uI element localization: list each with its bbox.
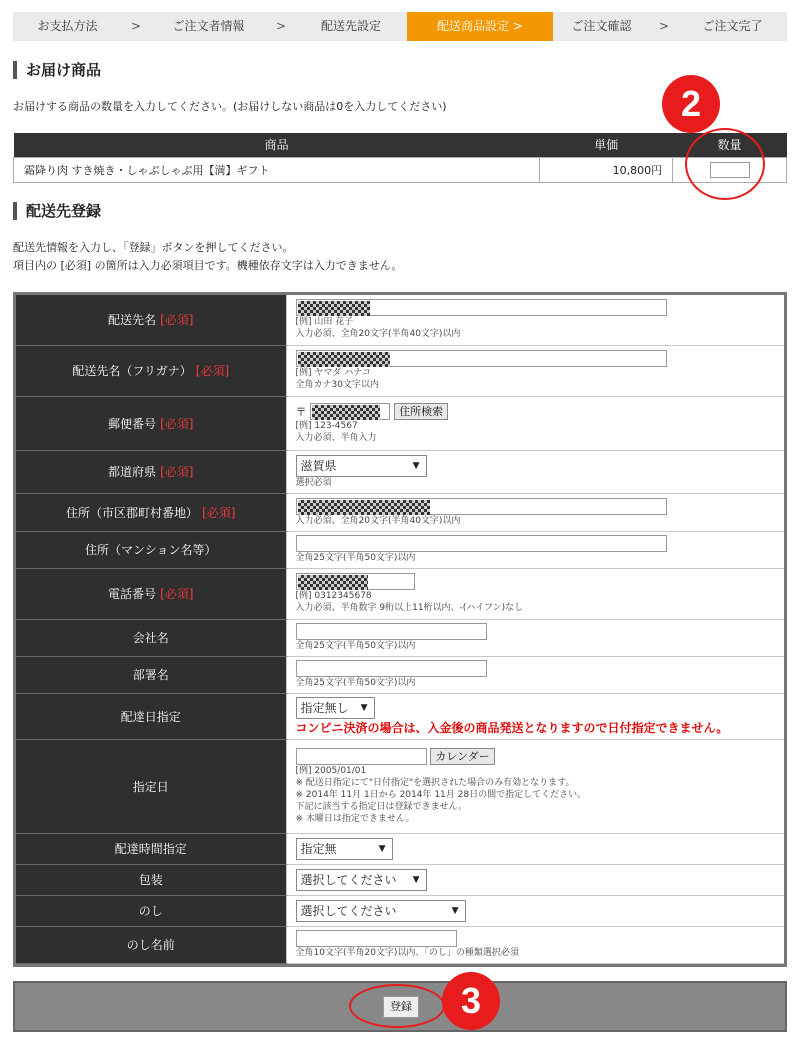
step-separator: > [130,19,142,33]
section-title-destination: 配送先登録 [13,202,101,220]
items-table [13,133,787,183]
checkout-steps [13,12,787,41]
register-button[interactable]: 登録 [383,996,419,1018]
label-delivery-time: 配達時間指定 [16,833,286,864]
step-orderer: ご注文者情報 [172,19,245,33]
zip-example: [例] 123-4567 [295,420,358,431]
name-example: [例] 山田 花子 [295,317,354,328]
header-price: 単価 [540,133,673,157]
noshi-select[interactable]: 選択してください ▼ [296,900,466,922]
annotation-badge: 2 [662,75,720,133]
label-address: 住所（市区郡町村番地） [必須] [16,493,286,531]
date-note: ※ 2014年 11月 1日から 2014年 11月 28日の間で指定してください。 [295,789,587,800]
chevron-down-icon: ▼ [378,843,386,854]
label-specified-date: 指定日 [16,739,286,833]
step-complete: ご注文完了 [702,19,763,33]
section-title-items: お届け商品 [13,61,101,79]
address-hint: 入力必須、全角20文字(半角40文字)以内 [295,515,461,526]
step-delivery-items: 配送商品設定 > [407,12,553,41]
date-note: 下記に該当する指定日は登録できません。 [295,801,468,812]
building-hint: 全角25文字(半角50文字)以内 [295,553,416,563]
kana-hint: 全角カナ30文字以内 [295,380,379,390]
date-input[interactable] [296,748,427,765]
delivery-time-select[interactable]: 指定無 ▼ [296,838,393,860]
annotation-circle-register [349,984,445,1028]
date-example: [例] 2005/01/01 [295,765,367,776]
header-product: 商品 [14,133,540,157]
zip-prefix: 〒 [295,405,307,418]
label-name: 配送先名 [必須] [16,295,286,345]
wrapping-select[interactable]: 選択してください ▼ [296,869,427,891]
header-quantity: 数量 [673,133,787,157]
label-wrapping: 包装 [16,864,286,895]
chevron-down-icon: ▼ [360,702,368,713]
building-input[interactable] [296,535,667,552]
label-zip: 郵便番号 [必須] [16,396,286,450]
destination-description-1: 配送先情報を入力し、「登録」ボタンを押してください。 [13,241,294,254]
step-separator: > [658,19,670,33]
prefecture-select[interactable]: 滋賀県 ▼ [296,455,427,477]
date-note: ※ 木曜日は指定できません。 [295,813,415,824]
label-noshi-name: のし名前 [16,926,286,963]
annotation-badge: 3 [442,972,500,1030]
annotation-circle-quantity [685,128,765,200]
label-noshi: のし [16,895,286,926]
convenience-store-warning: コンビニ決済の場合は、入金後の商品発送となりますので日付指定できません。 [295,720,729,735]
label-delivery-date: 配達日指定 [16,693,286,739]
address-input[interactable] [296,498,667,515]
label-department: 部署名 [16,656,286,693]
name-hint: 入力必須、全角20文字(半角40文字)以内 [295,329,461,340]
label-prefecture: 都道府県 [必須] [16,450,286,493]
noshi-name-hint: 全角10文字(半角20文字)以内、「のし」の種類選択必須 [295,948,519,958]
destination-form [13,292,787,967]
noshi-name-input[interactable] [296,930,457,947]
chevron-down-icon: ▼ [412,874,420,885]
tel-input[interactable] [296,573,415,590]
label-company: 会社名 [16,619,286,656]
department-hint: 全角25文字(半角50文字)以内 [295,678,416,688]
name-input[interactable] [296,299,667,316]
label-kana: 配送先名（フリガナ） [必須] [16,345,286,396]
delivery-date-select[interactable]: 指定無し ▼ [296,697,375,719]
step-separator: > [275,19,287,33]
kana-example: [例] ヤマダ ハナコ [295,368,371,378]
chevron-down-icon: ▼ [451,905,459,916]
prefecture-hint: 選択必須 [295,477,332,488]
product-price: 10,800円 [540,157,673,182]
step-confirm: ご注文確認 [571,19,632,33]
kana-input[interactable] [296,350,667,367]
destination-description-2: 項目内の [必須] の箇所は入力必須項目です。機種依存文字は入力できません。 [13,259,403,272]
items-description: お届けする商品の数量を入力してください。(お届けしない商品は0を入力してください) [13,100,447,113]
tel-example: [例] 0312345678 [295,591,372,601]
zip-hint: 入力必須、半角入力 [295,432,377,443]
company-input[interactable] [296,623,487,640]
step-destination: 配送先設定 [320,19,381,33]
tel-hint: 入力必須、半角数字 9桁以上11桁以内、-(ハイフン)なし [295,603,524,613]
calendar-button[interactable]: カレンダー [430,748,494,765]
product-name: 霜降り肉 すき焼き・しゃぶしゃぶ用【満】ギフト [14,157,540,182]
zip-input[interactable] [310,403,390,420]
chevron-down-icon: ▼ [412,460,420,471]
table-row [14,157,787,182]
step-payment: お支払方法 [37,19,98,33]
department-input[interactable] [296,660,487,677]
label-tel: 電話番号 [必須] [16,568,286,619]
label-building: 住所（マンション名等） [16,531,286,568]
address-search-button[interactable]: 住所検索 [394,403,448,420]
date-note: ※ 配送日指定にて"日付指定"を選択された場合のみ有効となります。 [295,777,575,788]
company-hint: 全角25文字(半角50文字)以内 [295,641,416,651]
